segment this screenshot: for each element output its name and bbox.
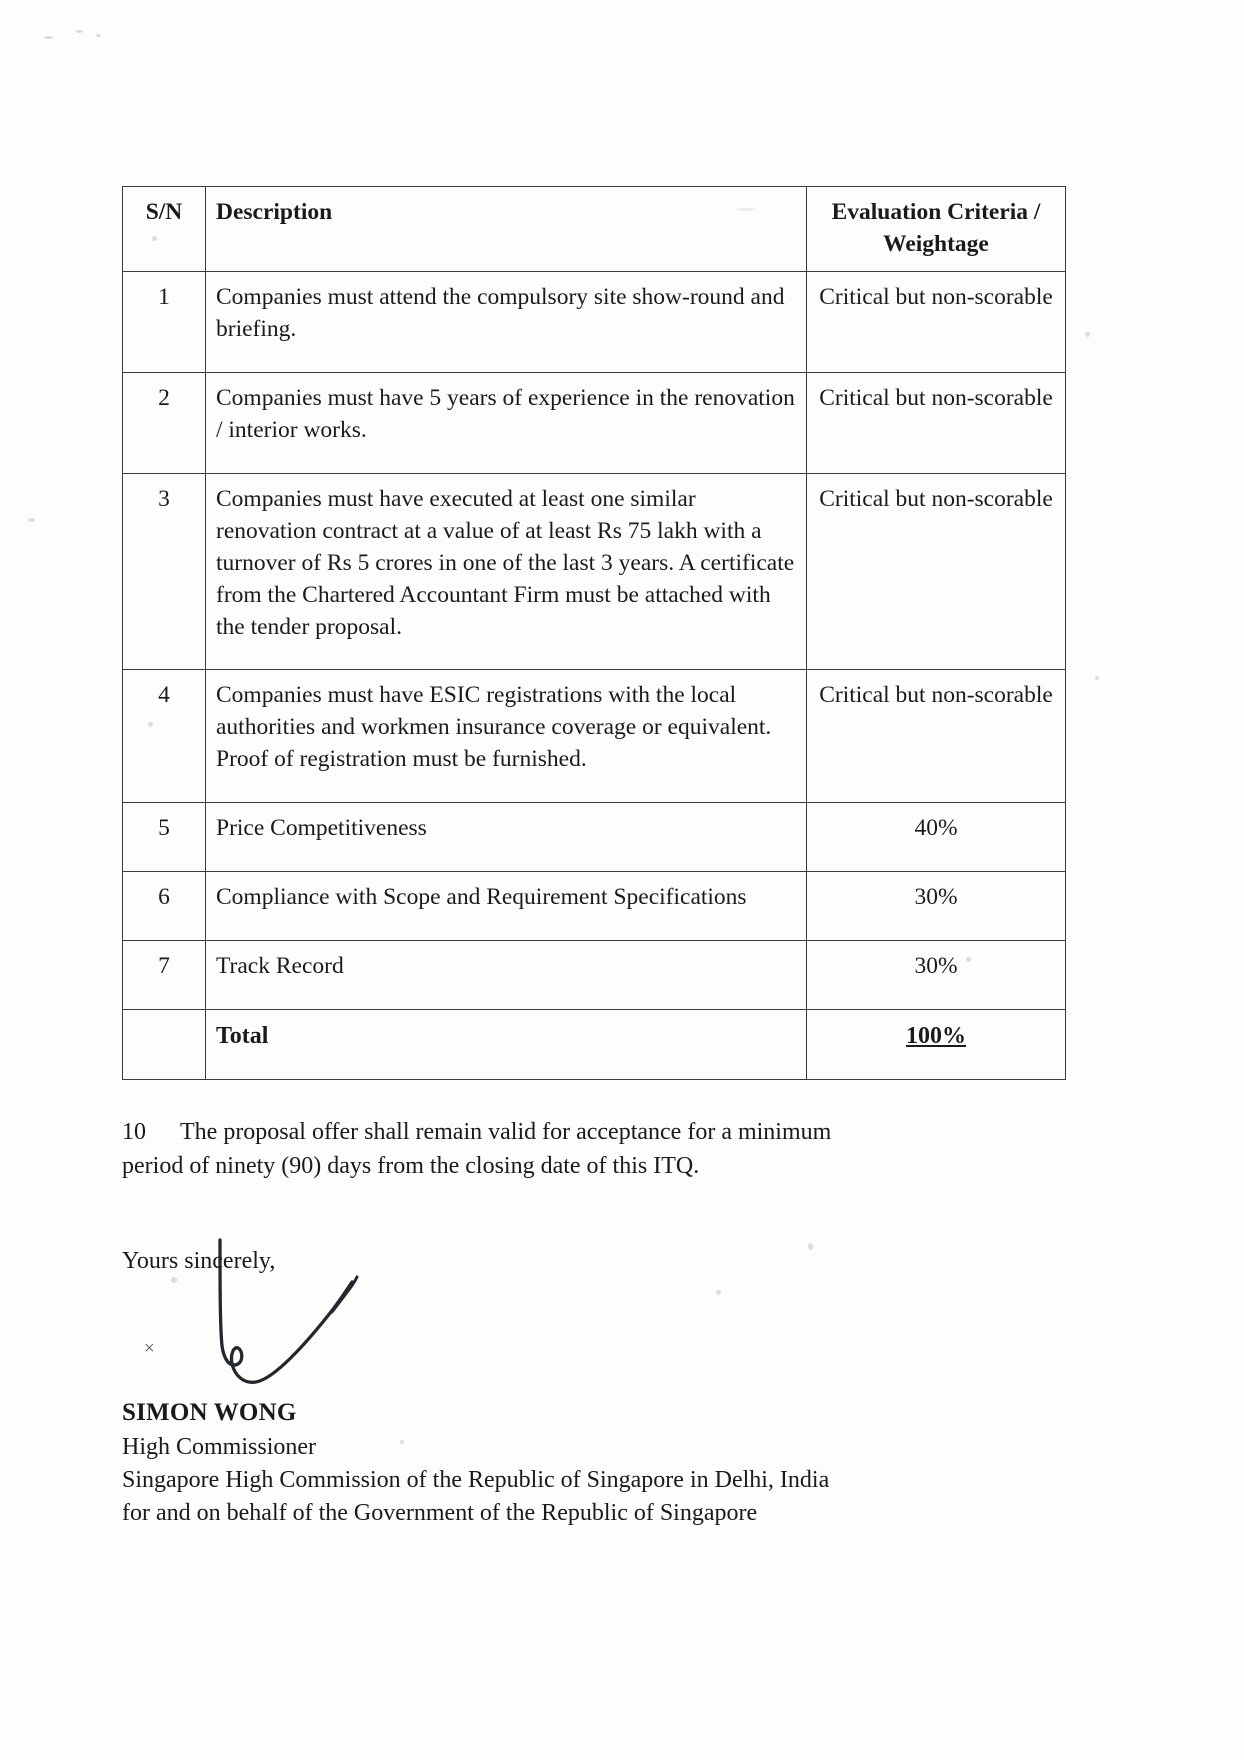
cell-description: Companies must have ESIC registrations with the local authorities and workmen insurance coverage or equivalent. Proof of registration must be furnished. [206, 670, 807, 803]
cell-description: Compliance with Scope and Requirement Specifications [206, 872, 807, 941]
cell-criteria: 30% [807, 941, 1066, 1010]
signatory-behalf: for and on behalf of the Government of the Republic of Singapore [122, 1500, 758, 1527]
table-row [123, 941, 1066, 1010]
paragraph-line-2: period of ninety (90) days from the closing date of this ITQ. [122, 1152, 700, 1179]
cell-description: Companies must have 5 years of experience in the renovation / interior works. [206, 372, 807, 473]
cell-sn: 7 [123, 941, 206, 1010]
cell-total-label [206, 1010, 807, 1080]
cell-total-value [807, 1010, 1066, 1080]
cell-criteria: Critical but non-scorable [807, 473, 1066, 670]
total-label-text: Total [216, 1023, 269, 1050]
handwritten-signature [122, 1278, 1002, 1396]
paragraph-number: 10 [122, 1119, 146, 1146]
cell-sn: 5 [123, 803, 206, 872]
cell-sn: 6 [123, 872, 206, 941]
signatory-role: High Commissioner [122, 1433, 317, 1460]
cell-criteria: 30% [807, 872, 1066, 941]
cell-description: Companies must attend the compulsory site show-round and briefing. [206, 271, 807, 372]
total-value-text: 100% [906, 1023, 966, 1050]
scan-pen-mark: × [144, 1338, 155, 1360]
table-body [123, 271, 1066, 1079]
cell-sn: 3 [123, 473, 206, 670]
cell-description: Track Record [206, 941, 807, 1010]
column-header-description: Description [206, 187, 807, 272]
table-row [123, 803, 1066, 872]
cell-description: Companies must have executed at least one similar renovation contract at a value of at least Rs 75 lakh with a turnover of Rs 5 crores in one of the last 3 years. A certificate from the Chartered Accountant Firm must be attached with the tender proposal. [206, 473, 807, 670]
cell-sn: 1 [123, 271, 206, 372]
cell-description: Price Competitiveness [206, 803, 807, 872]
table-header [123, 187, 1066, 272]
cell-total-sn [123, 1010, 206, 1080]
table-row [123, 670, 1066, 803]
paragraph-line-1: The proposal offer shall remain valid for acceptance for a minimum [180, 1119, 832, 1146]
table-row [123, 872, 1066, 941]
signatory-name: SIMON WONG [122, 1399, 297, 1427]
table-row [123, 473, 1066, 670]
cell-sn: 4 [123, 670, 206, 803]
cell-sn: 2 [123, 372, 206, 473]
column-header-criteria: Evaluation Criteria / Weightage [807, 187, 1066, 272]
evaluation-criteria-table [122, 186, 1066, 1080]
cell-criteria: Critical but non-scorable [807, 271, 1066, 372]
cell-criteria: Critical but non-scorable [807, 372, 1066, 473]
cell-criteria: 40% [807, 803, 1066, 872]
table-row [123, 372, 1066, 473]
signatory-organisation: Singapore High Commission of the Republic of Singapore in Delhi, India [122, 1467, 830, 1494]
salutation: Yours sincerely, [122, 1248, 276, 1275]
column-header-sn: S/N [123, 187, 206, 272]
signature-block [122, 1245, 1002, 1530]
cell-criteria: Critical but non-scorable [807, 670, 1066, 803]
table-row [123, 271, 1066, 372]
signature-stroke-icon [182, 1234, 412, 1399]
paragraph-10 [122, 1116, 1002, 1183]
document-body [122, 0, 1053, 1530]
table-header-row [123, 187, 1066, 272]
table-total-row [123, 1010, 1066, 1080]
